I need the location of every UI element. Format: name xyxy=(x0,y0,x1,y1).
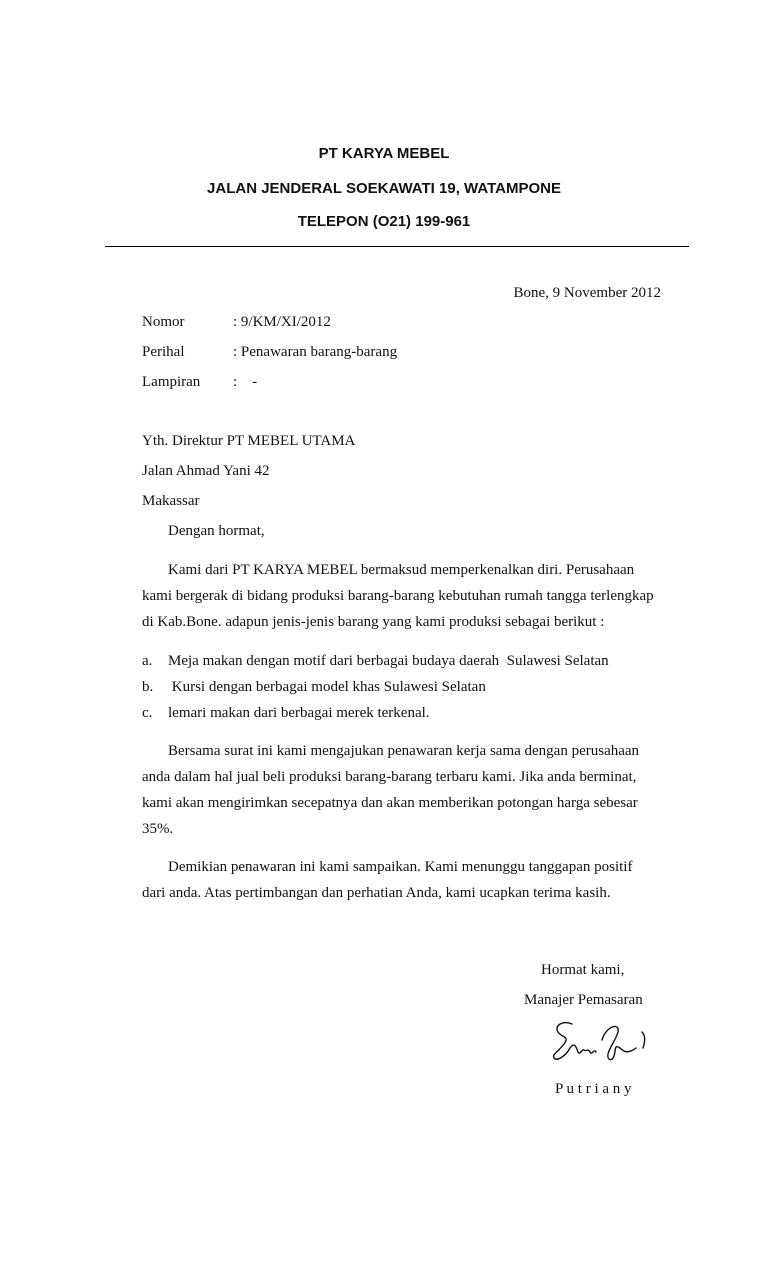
paragraph-line: di Kab.Bone. adapun jenis-jenis barang yang kami produksi sebagai berikut : xyxy=(142,614,605,630)
paragraph-line: kami akan mengirimkan secepatnya dan akan memberikan potongan harga sebesar xyxy=(142,795,638,811)
list-item: Meja makan dengan motif dari berbagai budaya daerah Sulawesi Selatan xyxy=(168,653,609,669)
paragraph-line: Demikian penawaran ini kami sampaikan. Kami menunggu tanggapan positif xyxy=(168,859,633,875)
paragraph-line: dari anda. Atas pertimbangan dan perhatian Anda, kami ucapkan terima kasih. xyxy=(142,885,611,901)
paragraph-line: Kami dari PT KARYA MEBEL bermaksud memperkenalkan diri. Perusahaan xyxy=(168,562,635,578)
meta-label-nomor: Nomor xyxy=(142,314,185,330)
recipient-line: Jalan Ahmad Yani 42 xyxy=(142,463,270,479)
closing-position: Manajer Pemasaran xyxy=(524,992,643,1008)
paragraph-line: 35%. xyxy=(142,821,174,837)
recipient-line: Yth. Direktur PT MEBEL UTAMA xyxy=(142,433,356,449)
meta-value-nomor: : 9/KM/XI/2012 xyxy=(233,314,331,330)
company-address: JALAN JENDERAL SOEKAWATI 19, WATAMPONE xyxy=(207,180,561,197)
list-item: lemari makan dari berbagai merek terkenal. xyxy=(168,705,430,721)
list-marker: c. xyxy=(142,705,153,721)
paragraph-line: kami bergerak di bidang produksi barang-barang kebutuhan rumah tangga terlengkap xyxy=(142,588,654,604)
signatory-name: P u t r i a n y xyxy=(555,1081,632,1097)
meta-label-perihal: Perihal xyxy=(142,344,185,360)
list-marker: a. xyxy=(142,653,153,669)
paragraph-line: anda dalam hal jual beli produksi barang-barang terbaru kami. Jika anda berminat, xyxy=(142,769,637,785)
list-item: Kursi dengan berbagai model khas Sulawesi Selatan xyxy=(168,679,486,695)
meta-label-lampiran: Lampiran xyxy=(142,374,201,390)
meta-value-perihal: : Penawaran barang-barang xyxy=(233,344,398,360)
meta-value-lampiran: : - xyxy=(233,374,258,390)
letterhead-divider xyxy=(105,246,689,247)
paragraph-line: Bersama surat ini kami mengajukan penawaran kerja sama dengan perusahaan xyxy=(168,743,640,759)
company-name: PT KARYA MEBEL xyxy=(318,145,450,162)
letter-date: Bone, 9 November 2012 xyxy=(513,285,661,301)
signature xyxy=(550,1018,670,1070)
list-marker: b. xyxy=(142,679,154,695)
closing-greeting: Hormat kami, xyxy=(541,962,625,978)
recipient-line: Makassar xyxy=(142,493,200,509)
salutation: Dengan hormat, xyxy=(168,523,265,539)
company-phone: TELEPON (O21) 199-961 xyxy=(297,213,471,230)
